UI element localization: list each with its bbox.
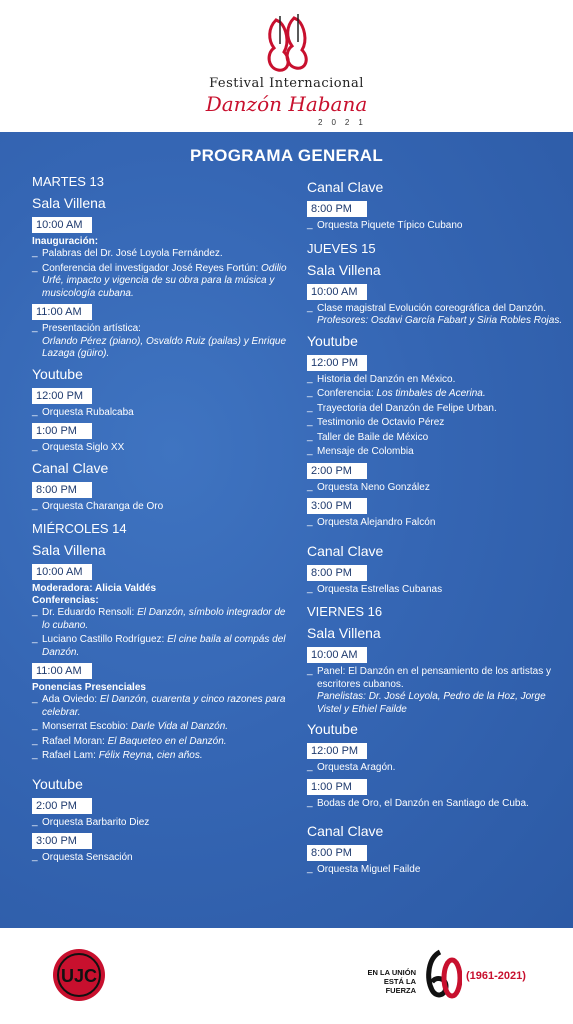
program-item: _ Orquesta Sensación [32, 852, 294, 865]
program-item: _ Rafael Lam: Félix Reyna, cien años. [32, 750, 294, 763]
program-item: _ Monserrat Escobio: Darle Vida al Danzón. [32, 721, 294, 734]
footer [0, 928, 573, 1024]
program-item: _ Dr. Eduardo Rensoli: El Danzón, símbolo integrador de lo cubano. [32, 607, 294, 632]
schedule-right-column [307, 174, 569, 879]
time-badge: 8:00 PM [307, 565, 367, 581]
time-badge: 8:00 PM [307, 201, 367, 217]
venue-heading: Sala Villena [32, 542, 106, 558]
day-heading: MARTES 13 [32, 174, 105, 189]
svg-text:UJC: UJC [60, 966, 98, 986]
program-item: _ Luciano Castillo Rodríguez: El cine baila al compás del Danzón. [32, 634, 294, 659]
venue-heading: Canal Clave [307, 823, 384, 839]
danzon-title: Danzón Habana [205, 92, 368, 116]
program-item: _ Palabras del Dr. José Loyola Fernández. [32, 248, 294, 261]
time-badge: 10:00 AM [307, 647, 367, 663]
festival-title: Festival Internacional [209, 76, 364, 91]
venue-heading: Canal Clave [32, 459, 109, 476]
section-label: Ponencias Presenciales [32, 682, 146, 693]
program-item: _ Orquesta Aragón. [307, 762, 569, 775]
program-item: _ Presentación artística: Orlando Pérez (piano), Osvaldo Ruiz (pailas) y Enrique Lazaga (güiro). [32, 323, 294, 361]
time-badge: 1:00 PM [32, 423, 92, 439]
program-item: _ Orquesta Piquete Típico Cubano [307, 220, 569, 233]
program-item: _ Trayectoria del Danzón de Felipe Urban. [307, 403, 569, 416]
venue-heading: Canal Clave [307, 179, 384, 195]
time-badge: 2:00 PM [307, 463, 367, 479]
program-item: _ Orquesta Neno González [307, 482, 569, 495]
program-item: _ Bodas de Oro, el Danzón en Santiago de Cuba. [307, 798, 569, 811]
union-slogan: EN LA UNIÓN ESTÁ LA FUERZA [367, 968, 416, 995]
festival-logo-icon [258, 14, 314, 74]
program-item: _ Ada Oviedo: El Danzón, cuarenta y cinco razones para celebrar. [32, 694, 294, 719]
sixty-anniversary-icon [422, 948, 462, 1000]
program-item: _ Orquesta Charanga de Oro [32, 501, 294, 514]
program-item: _ Rafael Moran: El Baqueteo en el Danzón. [32, 736, 294, 749]
time-badge: 12:00 PM [307, 355, 367, 371]
program-item: _ Orquesta Siglo XX [32, 442, 294, 455]
venue-heading: Youtube [307, 721, 358, 737]
program-item: _ Conferencia: Los timbales de Acerina. [307, 388, 569, 401]
program-item: _ Historia del Danzón en México. [307, 374, 569, 387]
header [0, 0, 573, 132]
time-badge: 3:00 PM [307, 498, 367, 514]
time-badge: 8:00 PM [32, 482, 92, 498]
time-badge: 10:00 AM [32, 564, 92, 580]
program-item: _ Orquesta Miguel Failde [307, 864, 569, 877]
ujc-emblem-icon [52, 948, 106, 1002]
time-badge: 12:00 PM [32, 388, 92, 404]
time-badge: 3:00 PM [32, 833, 92, 849]
time-badge: 12:00 PM [307, 743, 367, 759]
venue-heading: Sala Villena [307, 261, 381, 278]
program-item: _ Clase magistral Evolución coreográfica del Danzón. Profesores: Osdavi García Fabart y Siria Robles Rojas. [307, 303, 569, 328]
time-badge: 1:00 PM [307, 779, 367, 795]
time-badge: 10:00 AM [307, 284, 367, 300]
venue-heading: Canal Clave [307, 542, 384, 559]
program-item: _ Conferencia del investigador José Reyes Fortún: Odilio Urfé, impacto y vigencia de su obra para la música y musicología cubana. [32, 263, 294, 301]
venue-heading: Sala Villena [32, 195, 106, 211]
time-badge: 2:00 PM [32, 798, 92, 814]
section-label: Conferencias: [32, 595, 99, 606]
program-item: _ Taller de Baile de México [307, 432, 569, 445]
program-item: _ Panel: El Danzón en el pensamiento de los artistas y escritores cubanos. Panelistas: Dr. José Loyola, Pedro de la Hoz, Jorge Vistel y Ethiel Failde [307, 666, 569, 716]
day-heading: MIÉRCOLES 14 [32, 521, 127, 536]
venue-heading: Youtube [32, 365, 83, 382]
day-heading: JUEVES 15 [307, 240, 376, 256]
time-badge: 11:00 AM [32, 304, 92, 320]
section-label: Moderadora: Alicia Valdés [32, 583, 157, 594]
program-item: _ Orquesta Rubalcaba [32, 407, 294, 420]
anniversary-years: (1961-2021) [466, 970, 526, 982]
time-badge: 10:00 AM [32, 217, 92, 233]
page-title: PROGRAMA GENERAL [189, 146, 384, 165]
festival-year: 2021 [318, 118, 372, 127]
day-heading: VIERNES 16 [307, 604, 383, 619]
schedule-left-column [32, 174, 294, 867]
venue-heading: Sala Villena [307, 625, 381, 641]
program-item: _ Orquesta Estrellas Cubanas [307, 584, 569, 597]
program-item: _ Testimonio de Octavio Pérez [307, 417, 569, 430]
program-item: _ Orquesta Barbarito Diez [32, 817, 294, 830]
section-label: Inauguración: [32, 236, 99, 247]
program-item: _ Orquesta Alejandro Falcón [307, 517, 569, 530]
time-badge: 11:00 AM [32, 663, 92, 679]
program-item: _ Mensaje de Colombia [307, 446, 569, 459]
venue-heading: Youtube [32, 775, 83, 792]
venue-heading: Youtube [307, 332, 358, 349]
time-badge: 8:00 PM [307, 845, 367, 861]
